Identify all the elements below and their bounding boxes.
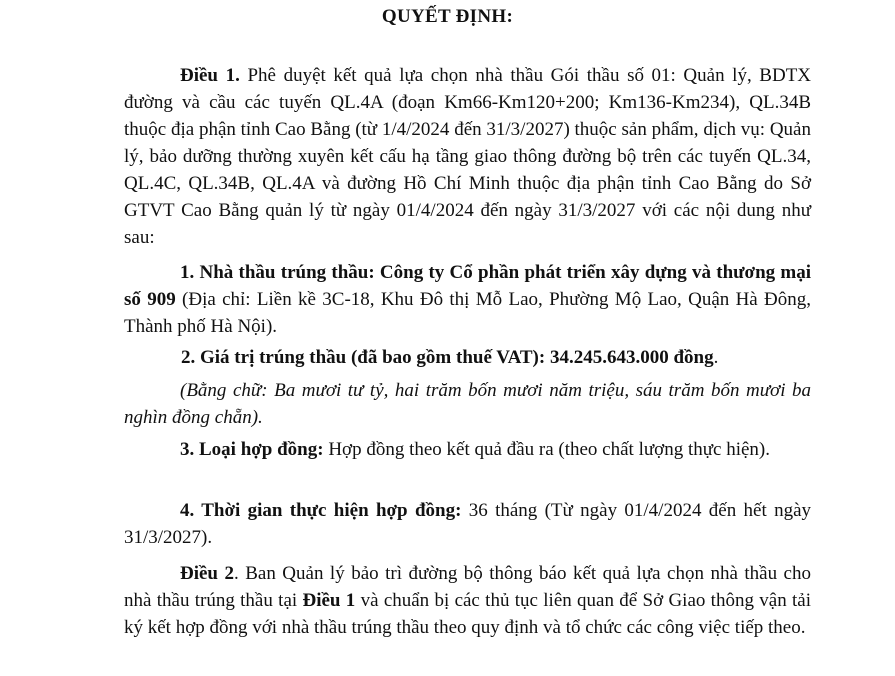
item-4-paragraph [124,497,811,551]
article-2-paragraph [124,560,811,641]
item-2-label: 2. Giá trị trúng thầu (đã bao gồm thuế VAT): 34.245.643.000 đồng [181,347,714,368]
article-1-text: Phê duyệt kết quả lựa chọn nhà thầu Gói thầu số 01: Quản lý, BDTX đường và cầu các tuyến QL.4A (đoạn Km66-Km120+200; Km136-Km234), QL.34B thuộc địa phận tỉnh Cao Bằng (từ 1/4/2024 đến 31/3/2027) thuộc sản phẩm, dịch vụ: Quản lý, bảo dưỡng thường xuyên kết cấu hạ tầng giao thông đường bộ trên các tuyến QL.34, QL.4C, QL.34B, QL.4A và đường Hồ Chí Minh thuộc địa phận tỉnh Cao Bằng do Sở GTVT Cao Bằng quản lý từ ngày 01/4/2024 đến ngày 31/3/2027 với các nội dung như sau: [124,65,812,248]
amount-in-words-text: (Bằng chữ: Ba mươi tư tỷ, hai trăm bốn mươi năm triệu, sáu trăm bốn mươi ba nghìn đồng chẵn). [124,380,811,428]
article-2-text-a: . Ban Quản lý bảo trì đường bộ thông báo kết quả lựa chọn nhà thầu cho nhà thầu trúng thầu tại [124,563,811,611]
item-3-label: 3. Loại hợp đồng: [180,439,324,460]
item-1-text: (Địa chỉ: Liền kề 3C-18, Khu Đô thị Mỗ Lao, Phường Mộ Lao, Quận Hà Đông, Thành phố Hà Nội). [124,289,811,337]
item-2-end: . [713,347,719,368]
decision-heading: QUYẾT ĐỊNH: [381,6,514,27]
item-3-text: Hợp đồng theo kết quả đầu ra (theo chất lượng thực hiện). [323,439,771,460]
article-2-ref: Điều 1 [302,590,356,611]
item-1-label: 1. Nhà thầu trúng thầu: Công ty Cổ phần phát triển xây dựng và thương mại số 909 [124,262,811,310]
item-2-paragraph [124,344,811,371]
item-4-label: 4. Thời gian thực hiện hợp đồng: [180,500,462,521]
item-3-paragraph [124,436,811,463]
article-2-label: Điều 2 [180,563,234,584]
item-4-text: 36 tháng (Từ ngày 01/4/2024 đến hết ngày 31/3/2027). [124,500,812,548]
article-2-text-b: và chuẩn bị các thủ tục liên quan để Sở Giao thông vận tải ký kết hợp đồng với nhà thầu trúng thầu theo quy định và tổ chức các công việc tiếp theo. [124,590,811,638]
amount-in-words [124,377,811,431]
article-1-paragraph [124,62,811,251]
article-1-label: Điều 1. [180,65,240,86]
item-1-paragraph [124,259,811,340]
